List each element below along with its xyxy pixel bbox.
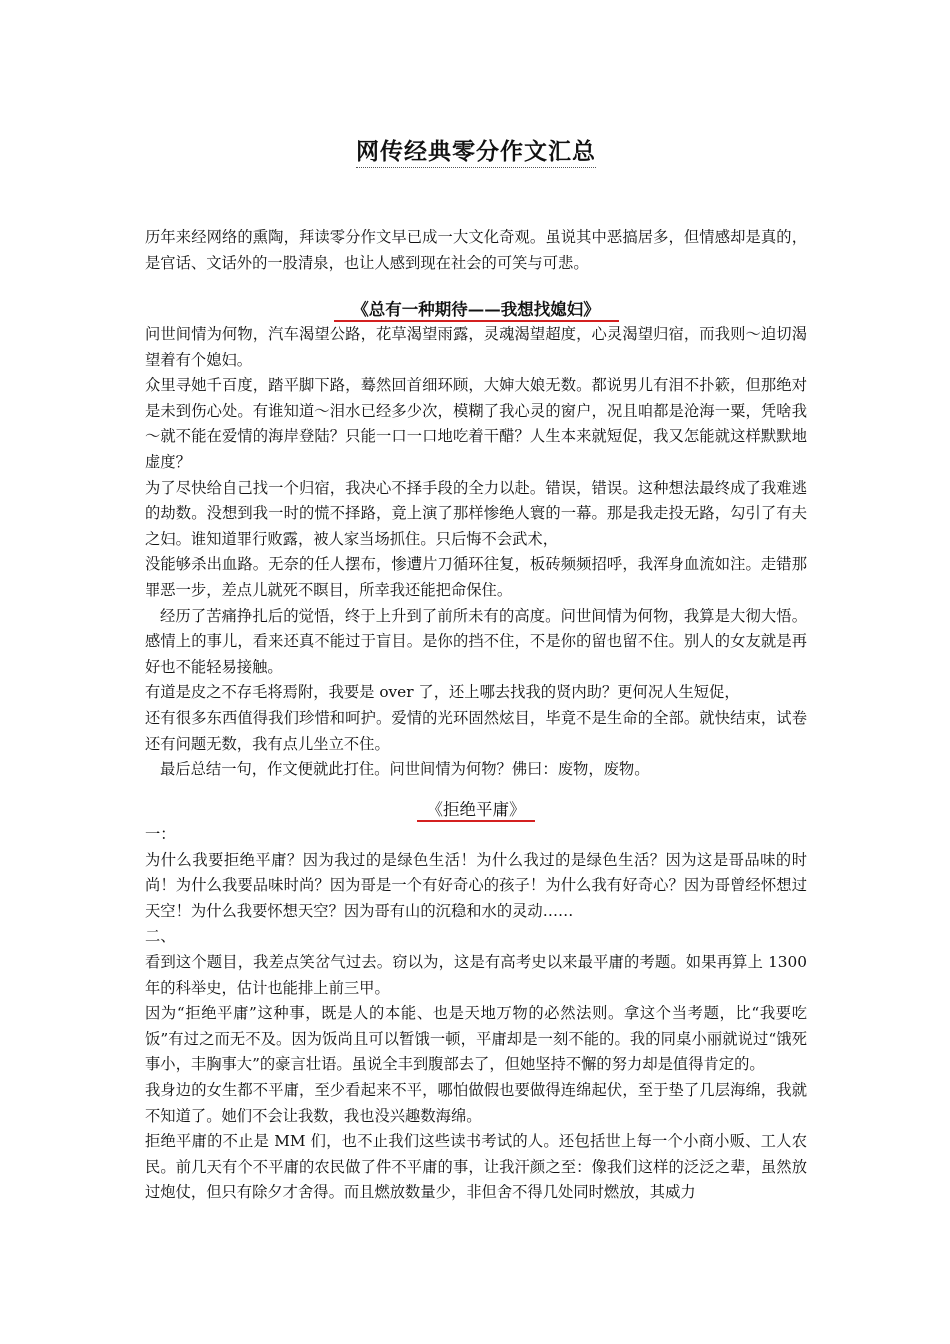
intro-block	[145, 225, 807, 276]
section-2-heading	[145, 796, 807, 822]
body-paragraph: 问世间情为何物，汽车渴望公路，花草渴望雨露，灵魂渴望超度，心灵渴望归宿，而我则～迫切渴望着有个媳妇。	[145, 325, 807, 369]
section-1-heading	[145, 296, 807, 322]
section-1-title: 《总有一种期待——我想找媳妇》	[352, 300, 600, 319]
body-paragraph: 还有很多东西值得我们珍惜和呵护。爱情的光环固然炫目，毕竟不是生命的全部。就快结束，试卷还有问题无数，我有点儿坐立不住。	[145, 708, 807, 753]
section-2-title: 《拒绝平庸》	[426, 800, 526, 819]
document-title	[145, 133, 807, 166]
body-paragraph: 二、	[145, 927, 176, 946]
body-paragraph: 最后总结一句，作文便就此打住。问世间情为何物？佛曰：废物，废物。	[160, 760, 650, 779]
body-paragraph: 一：	[145, 825, 176, 843]
body-paragraph: 因为“拒绝平庸”这种事，既是人的本能、也是天地万物的必然法则。拿这个当考题，比“我要吃饭”有过之而无不及。因为饭尚且可以暂饿一顿，平庸却是一刻不能的。我的同桌小丽就说过“饿死事小，丰胸事大”的豪言壮语。虽说全丰到腹部去了，但她坚持不懈的努力却是值得肯定的。	[145, 1004, 807, 1074]
body-paragraph: 经历了苦痛挣扎后的觉悟，终于上升到了前所未有的高度。问世间情为何物，我算是大彻大悟。感情上的事儿，看来还真不能过于盲目。是你的挡不住，不是你的留也留不住。别人的女友就是再好也不能轻易接触。	[145, 606, 807, 676]
document-title-text: 网传经典零分作文汇总	[356, 138, 596, 168]
section-2-body	[145, 822, 807, 1206]
body-paragraph: 看到这个题目，我差点笑岔气过去。窃以为，这是有高考史以来最平庸的考题。如果再算上 1300 年的科举史，估计也能排上前三甲。	[145, 952, 807, 997]
body-paragraph: 有道是皮之不存毛将焉附，我要是 over 了，还上哪去找我的贤内助？更何况人生短促，	[145, 683, 740, 702]
body-paragraph: 拒绝平庸的不止是 MM 们，也不止我们这些读书考试的人。还包括世上每一个小商小贩、工人农民。前几天有个不平庸的农民做了件不平庸的事，让我汗颜之至：像我们这样的泛泛之辈，虽然放过炮仗，但只有除夕才舍得。而且燃放数量少，非但舍不得几处同时燃放，其威力	[145, 1132, 807, 1202]
intro-paragraph: 历年来经网络的熏陶，拜读零分作文早已成一大文化奇观。虽说其中恶搞居多，但情感却是真的，是官话、文话外的一股清泉，也让人感到现在社会的可笑与可悲。	[145, 228, 807, 272]
body-paragraph: 为了尽快给自己找一个归宿，我决心不择手段的全力以赴。错误，错误。这种想法最终成了我难逃的劫数。没想到我一时的慌不择路，竟上演了那样惨绝人寰的一幕。那是我走投无路，勾引了有夫之妇。谁知道罪行败露，被人家当场抓住。只后悔不会武术，	[145, 478, 807, 548]
body-paragraph: 为什么我要拒绝平庸？因为我过的是绿色生活！为什么我过的是绿色生活？因为这是哥品味的时尚！为什么我要品味时尚？因为哥是一个有好奇心的孩子！为什么我有好奇心？因为哥曾经怀想过天空！为什么我要怀想天空？因为哥有山的沉稳和水的灵动……	[145, 850, 807, 920]
section-1-body	[145, 322, 807, 783]
body-paragraph: 没能够杀出血路。无奈的任人摆布，惨遭片刀循环往复，板砖频频招呼，我浑身血流如注。走错那罪恶一步，差点儿就死不瞑目，所幸我还能把命保住。	[145, 555, 807, 599]
body-paragraph: 众里寻她千百度，踏平脚下路，蓦然回首细环顾，大婶大娘无数。都说男儿有泪不扑簌，但那绝对是未到伤心处。有谁知道～泪水已经多少次，模糊了我心灵的窗户，况且咱都是沧海一粟，凭啥我～就不能在爱情的海岸登陆？只能一口一口地吃着干醋？人生本来就短促，我又怎能就这样默默地虚度？	[145, 376, 807, 471]
body-paragraph: 我身边的女生都不平庸，至少看起来不平，哪怕做假也要做得连绵起伏，至于垫了几层海绵，我就不知道了。她们不会让我数，我也没兴趣数海绵。	[145, 1080, 807, 1125]
